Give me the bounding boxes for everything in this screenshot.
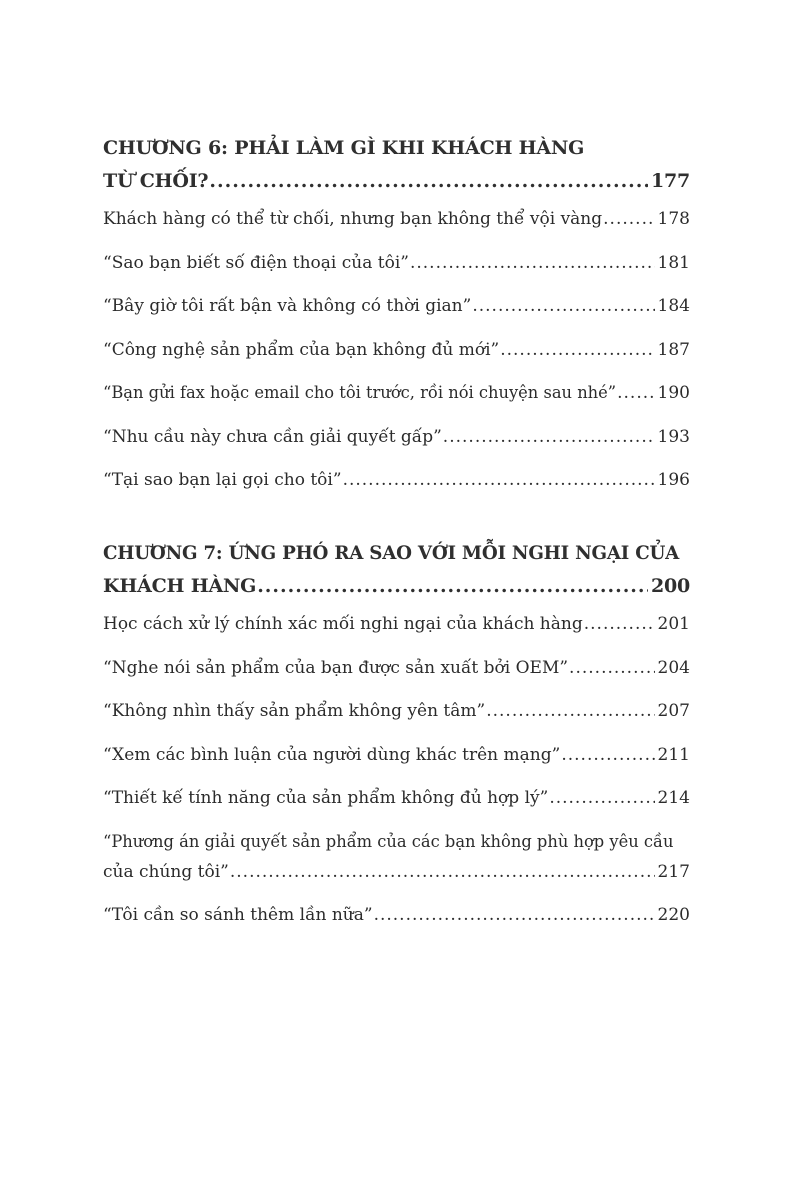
entry-page-number: 187 bbox=[657, 339, 690, 360]
toc-entry bbox=[103, 783, 690, 813]
dot-leader bbox=[257, 570, 648, 603]
entry-page-number: 193 bbox=[657, 426, 690, 447]
entry-page-number: 217 bbox=[657, 861, 690, 882]
chapter-title-row bbox=[103, 165, 690, 198]
dot-leader bbox=[561, 740, 654, 770]
chapter-title-continued: KHÁCH HÀNG bbox=[103, 575, 257, 597]
toc-entry bbox=[103, 378, 690, 408]
entry-title: Học cách xử lý chính xác mối nghi ngại của khách hàng bbox=[103, 614, 583, 634]
entry-title: “Thiết kế tính năng của sản phẩm không đủ hợp lý” bbox=[103, 788, 549, 808]
dot-leader bbox=[343, 465, 655, 495]
entry-title: “Phương án giải quyết sản phẩm của các bạn không phù hợp yêu cầu bbox=[103, 831, 674, 851]
toc-entry bbox=[103, 827, 690, 887]
dot-leader bbox=[500, 335, 654, 365]
entry-title-row bbox=[103, 857, 690, 887]
chapter-6-entries bbox=[103, 204, 690, 495]
entry-page-number: 184 bbox=[657, 296, 690, 316]
entry-page-number: 220 bbox=[657, 905, 690, 925]
dot-leader bbox=[374, 900, 655, 930]
entry-title: “Bây giờ tôi rất bận và không có thời gian” bbox=[103, 296, 472, 316]
entry-page-number: 207 bbox=[657, 701, 690, 721]
toc-entry bbox=[103, 653, 690, 683]
entry-title: “Bạn gửi fax hoặc email cho tôi trước, rồi nói chuyện sau nhé” bbox=[103, 383, 617, 402]
chapter-title: CHƯƠNG 6: PHẢI LÀM GÌ KHI KHÁCH HÀNG bbox=[103, 137, 585, 159]
entry-title: “Không nhìn thấy sản phẩm không yên tâm” bbox=[103, 701, 486, 721]
entry-page-number: 201 bbox=[657, 614, 690, 634]
chapter-page-number: 200 bbox=[650, 575, 690, 597]
entry-title: “Sao bạn biết số điện thoại của tôi” bbox=[103, 252, 409, 273]
toc-entry bbox=[103, 204, 690, 234]
entry-title: “Công nghệ sản phẩm của bạn không đủ mới” bbox=[103, 339, 500, 360]
toc-entry bbox=[103, 465, 690, 495]
dot-leader bbox=[584, 609, 655, 639]
chapter-6-heading bbox=[103, 132, 690, 198]
dot-leader bbox=[472, 291, 654, 321]
entry-title: Khách hàng có thể từ chối, nhưng bạn không thể vội vàng bbox=[103, 209, 603, 229]
toc-entry bbox=[103, 248, 690, 278]
entry-page-number: 196 bbox=[657, 470, 690, 490]
dot-leader bbox=[603, 204, 654, 234]
chapter-title-row bbox=[103, 570, 690, 603]
chapter-7-heading bbox=[103, 537, 690, 603]
table-of-contents bbox=[103, 132, 690, 944]
chapter-page-number: 177 bbox=[650, 170, 690, 192]
entry-page-number: 181 bbox=[657, 252, 690, 273]
toc-entry bbox=[103, 609, 690, 639]
dot-leader bbox=[486, 696, 654, 726]
entry-title: “Nhu cầu này chưa cần giải quyết gấp” bbox=[103, 426, 442, 447]
dot-leader bbox=[569, 653, 655, 683]
dot-leader bbox=[410, 248, 655, 278]
entry-title: “Tôi cần so sánh thêm lần nữa” bbox=[103, 905, 373, 925]
toc-entry bbox=[103, 740, 690, 770]
dot-leader bbox=[230, 857, 655, 887]
toc-entry bbox=[103, 696, 690, 726]
toc-entry bbox=[103, 422, 690, 452]
entry-title: “Tại sao bạn lại gọi cho tôi” bbox=[103, 470, 342, 490]
entry-page-number: 178 bbox=[657, 209, 690, 229]
dot-leader bbox=[443, 422, 655, 452]
chapter-title-continued: TỪ CHỐI? bbox=[103, 170, 209, 192]
entry-page-number: 214 bbox=[657, 788, 690, 808]
entry-title: “Nghe nói sản phẩm của bạn được sản xuất bởi OEM” bbox=[103, 657, 569, 678]
entry-page-number: 204 bbox=[657, 657, 690, 678]
dot-leader bbox=[617, 378, 654, 408]
toc-entry bbox=[103, 900, 690, 930]
dot-leader bbox=[209, 165, 648, 198]
toc-entry bbox=[103, 291, 690, 321]
entry-page-number: 211 bbox=[657, 744, 690, 765]
chapter-title: CHƯƠNG 7: ỨNG PHÓ RA SAO VỚI MỖI NGHI NGẠI CỦA bbox=[103, 543, 680, 564]
dot-leader bbox=[549, 783, 654, 813]
toc-entry bbox=[103, 335, 690, 365]
entry-page-number: 190 bbox=[657, 383, 690, 403]
entry-title-continued: của chúng tôi” bbox=[103, 861, 229, 882]
chapter-7-entries bbox=[103, 609, 690, 930]
entry-title: “Xem các bình luận của người dùng khác trên mạng” bbox=[103, 744, 561, 765]
